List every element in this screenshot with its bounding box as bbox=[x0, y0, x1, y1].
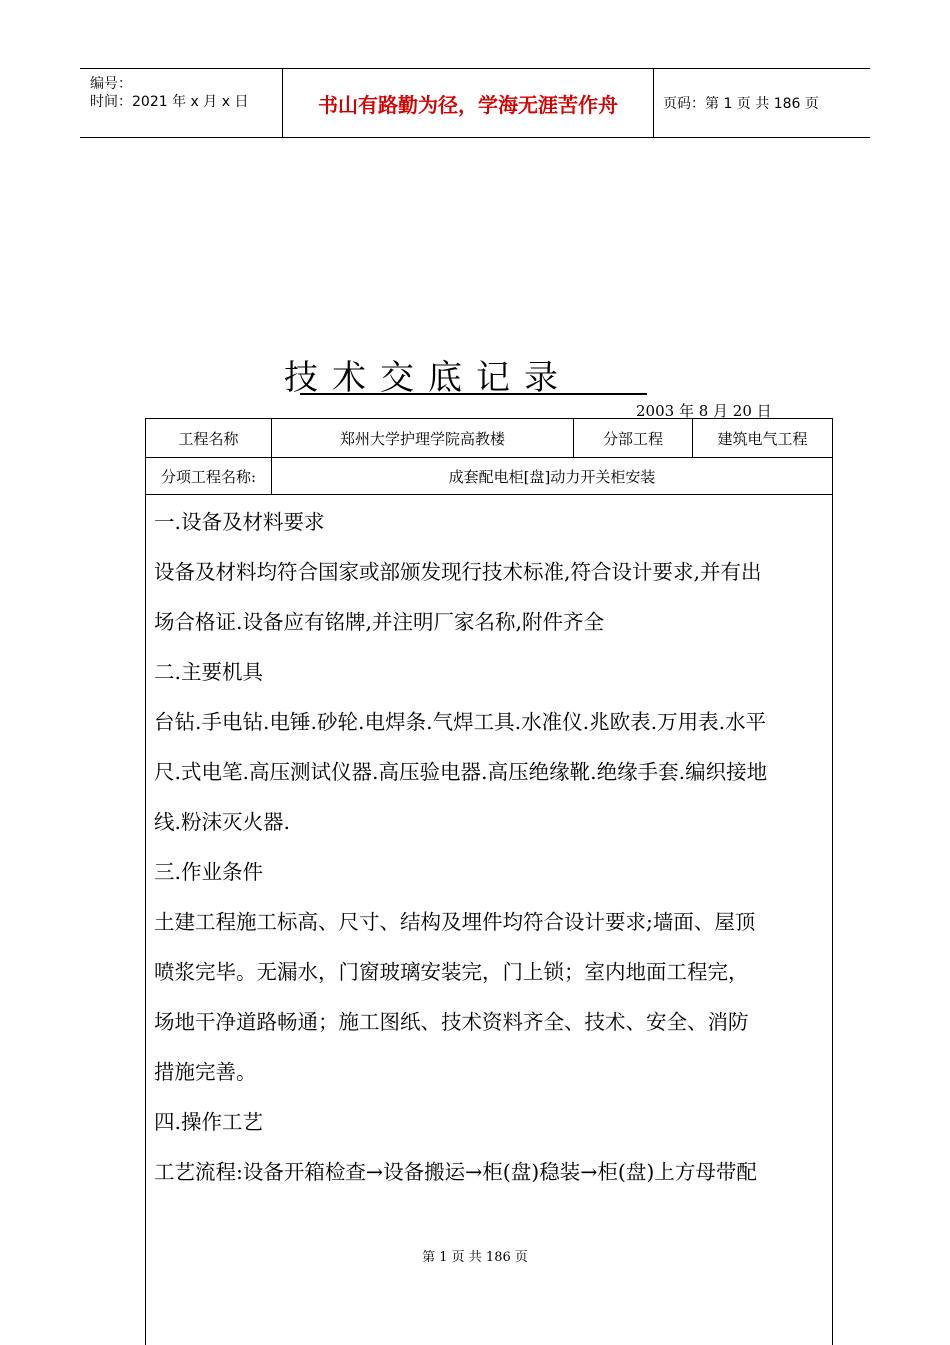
project-name-label: 工程名称 bbox=[178, 429, 239, 448]
title-underline bbox=[300, 393, 647, 395]
content-line: 土建工程施工标高、尺寸、结构及埋件均符合设计要求;墙面、屋顶 bbox=[154, 910, 756, 934]
content-line: 喷浆完毕。无漏水，门窗玻璃安装完，门上锁；室内地面工程完， bbox=[154, 960, 749, 984]
content-line: 设备及材料均符合国家或部颁发现行技术标准,符合设计要求,并有出 bbox=[154, 560, 762, 584]
table-row bbox=[146, 458, 832, 495]
table-row bbox=[146, 419, 832, 458]
page-footer: 第 1 页 共 186 页 bbox=[422, 1250, 528, 1265]
content-line: 台钻.手电钻.电锤.砂轮.电焊条.气焊工具.水准仪.兆欧表.万用表.水平 bbox=[154, 710, 767, 734]
section-heading: 一.设备及材料要求 bbox=[154, 510, 325, 534]
content-line: 线.粉沫灭火器. bbox=[154, 810, 291, 834]
document-title: 技术交底记录 bbox=[284, 358, 572, 398]
division-value: 建筑电气工程 bbox=[692, 419, 832, 457]
content-line: 场合格证.设备应有铭牌,并注明厂家名称,附件齐全 bbox=[154, 610, 605, 634]
subitem-label: 分项工程名称: bbox=[160, 467, 257, 486]
content-line: 措施完善。 bbox=[154, 1060, 257, 1084]
time-label: 时间：2021 年 x 月 x 日 bbox=[90, 94, 249, 110]
document-date: 2003 年 8 月 20 日 bbox=[636, 402, 772, 420]
project-name-value: 郑州大学护理学院高教楼 bbox=[271, 419, 573, 457]
section-heading: 三.作业条件 bbox=[154, 860, 264, 884]
subitem-value: 成套配电柜[盘]动力开关柜安装 bbox=[271, 458, 832, 494]
disclosure-table bbox=[145, 418, 833, 1345]
content-body bbox=[154, 497, 826, 1197]
content-line: 工艺流程:设备开箱检查→设备搬运→柜(盘)稳装→柜(盘)上方母带配 bbox=[154, 1160, 757, 1184]
section-heading: 四.操作工艺 bbox=[154, 1110, 264, 1134]
section-heading: 二.主要机具 bbox=[154, 660, 264, 684]
number-label: 编号： bbox=[90, 76, 132, 92]
header-page-number: 页码：第 1 页 共 186 页 bbox=[663, 96, 819, 112]
document-header bbox=[80, 68, 870, 138]
content-line: 尺.式电笔.高压测试仪器.高压验电器.高压绝缘靴.绝缘手套.编织接地 bbox=[154, 760, 768, 784]
header-motto: 书山有路勤为径，学海无涯苦作舟 bbox=[282, 69, 654, 137]
header-meta bbox=[80, 69, 282, 137]
division-label: 分部工程 bbox=[573, 419, 692, 457]
content-line: 场地干净道路畅通；施工图纸、技术资料齐全、技术、安全、消防 bbox=[154, 1010, 749, 1034]
